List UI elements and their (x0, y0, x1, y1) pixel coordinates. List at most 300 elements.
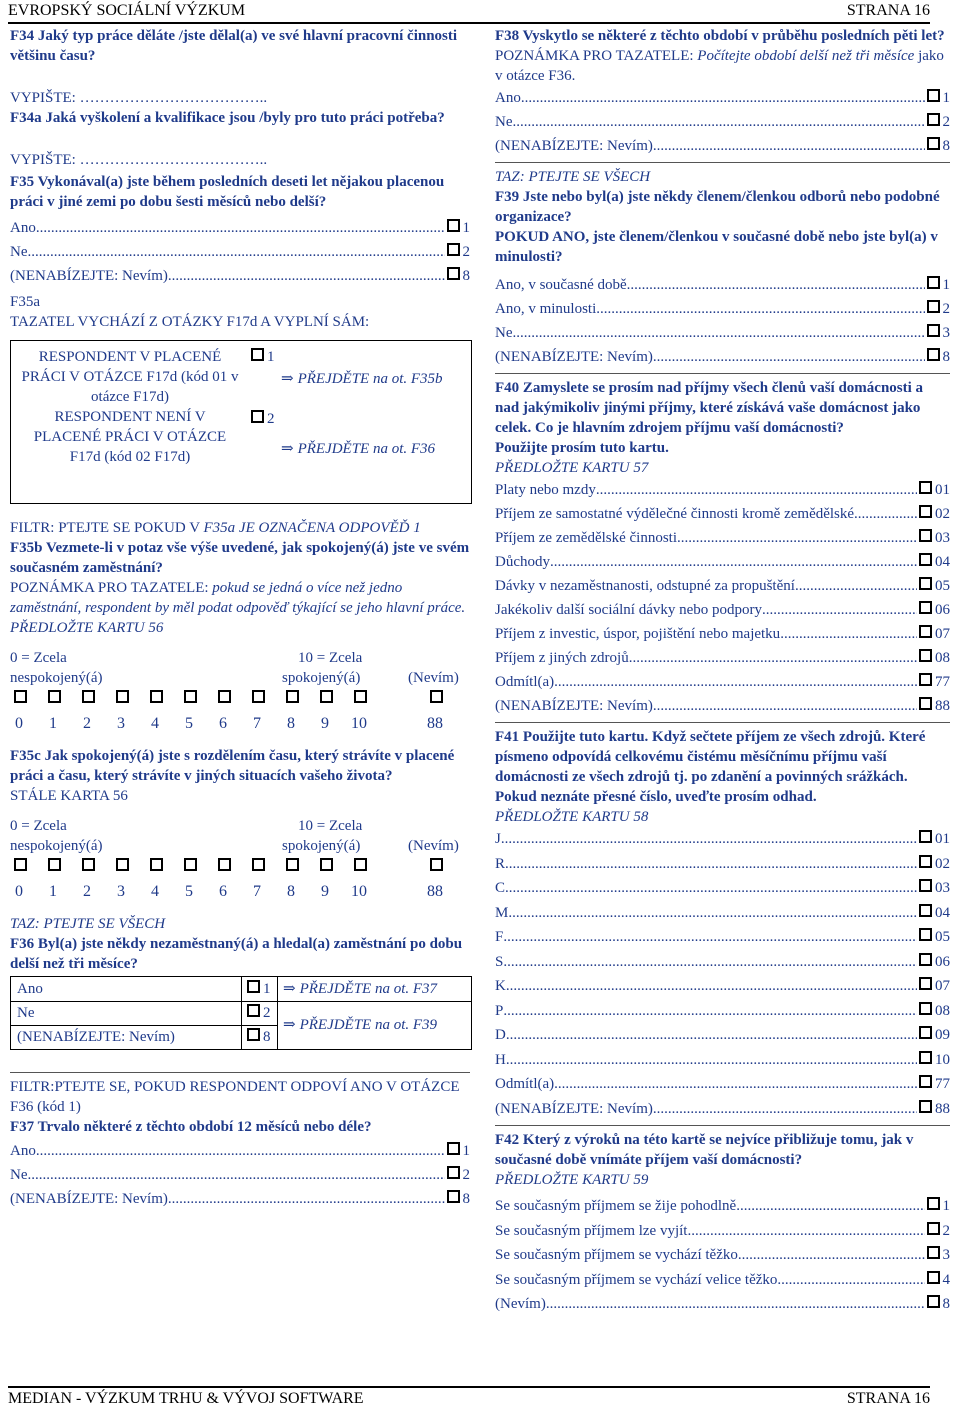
answer-label: Ano (10, 1143, 36, 1159)
answer-label: Ne (10, 1167, 28, 1183)
answer-code[interactable]: 06 (917, 598, 950, 622)
answer-option[interactable] (495, 925, 950, 950)
scale-dont-know-label: (Nevím) (408, 670, 459, 686)
scale-low-label-2: nespokojený(á) (10, 838, 103, 854)
scale-checkbox[interactable] (218, 858, 231, 871)
scale-number: 10 (351, 883, 367, 900)
answer-code[interactable]: 2 (925, 110, 951, 134)
card-f41: PŘEDLOŽTE KARTU 58 (495, 809, 649, 825)
answer-label: (NENABÍZEJTE: Nevím) (10, 268, 168, 284)
checkbox-icon (927, 276, 940, 289)
answer-option[interactable] (495, 598, 950, 622)
checkbox-icon (927, 348, 940, 361)
leader-dots (513, 321, 925, 345)
answer-option[interactable] (10, 1187, 470, 1211)
f35a-checkbox-2[interactable]: 2 (251, 409, 275, 429)
f36-table (10, 976, 472, 1050)
answer-code[interactable]: 10 (917, 1048, 950, 1073)
question-f36: F36 Byl(a) jste někdy nezaměstnaný(á) a hledal(a) zaměstnání po dobu delší než tři měsíce? (10, 936, 463, 972)
answer-code[interactable]: 8 (925, 1292, 951, 1317)
answer-option[interactable] (495, 574, 950, 598)
answer-label: Ano, v minulosti (495, 301, 597, 317)
answer-option[interactable] (495, 1194, 950, 1219)
answer-code[interactable]: 1 (925, 1194, 951, 1219)
leader-dots (795, 574, 917, 598)
leader-dots (513, 110, 925, 134)
question-f41: F41 Použijte tuto kartu. Když sečtete příjem ze všech zdrojů. Které písmeno odpovídá celkovému čistému měsíčnímu příjmu vaší domácnosti ze všech zdrojů tj. po zdanění a povinných srážkách. Pokud neznáte přesné číslo, uveďte prosím odhad. (495, 729, 926, 805)
answer-code[interactable]: 2 (925, 1219, 951, 1244)
answer-code[interactable]: 04 (917, 550, 950, 574)
answer-label: Se současným příjmem se žije pohodlně (495, 1198, 737, 1214)
checkbox-icon (447, 1166, 460, 1179)
answer-option[interactable] (495, 827, 950, 852)
card-f42: PŘEDLOŽTE KARTU 59 (495, 1172, 649, 1188)
leader-dots (505, 852, 917, 877)
scale-checkbox[interactable] (82, 858, 95, 871)
answer-code[interactable]: 8 (445, 264, 471, 288)
answer-label: K (495, 978, 506, 994)
f36-goto-f37: ⇒ PŘEJDĚTE na ot. F37 (283, 981, 438, 997)
options-f40 (495, 478, 950, 718)
scale-checkbox[interactable] (320, 858, 333, 871)
scale-checkbox[interactable] (354, 690, 367, 703)
options-f37 (10, 1139, 470, 1211)
arrow-right-icon: ⇒ (281, 371, 294, 387)
leader-dots (503, 999, 917, 1024)
card-f35c: STÁLE KARTA 56 (10, 788, 128, 804)
publisher: MEDIAN - VÝZKUM TRHU & VÝVOJ SOFTWARE (8, 1390, 364, 1407)
scale-checkbox[interactable] (150, 858, 163, 871)
answer-code[interactable]: 2 (445, 240, 471, 264)
answer-code[interactable]: 1 (925, 273, 951, 297)
answer-option[interactable] (495, 999, 950, 1024)
answer-option[interactable] (495, 670, 950, 694)
scale-checkbox[interactable] (14, 690, 27, 703)
page-footer (8, 1386, 930, 1410)
answer-option[interactable] (495, 273, 950, 297)
f35a-goto-1: ⇒ PŘEJDĚTE na ot. F35b (281, 371, 443, 387)
f35a-table (10, 340, 472, 504)
checkbox-icon (919, 577, 932, 590)
scale-dont-know-label: (Nevím) (408, 838, 459, 854)
checkbox-icon (447, 1142, 460, 1155)
checkbox-icon (251, 348, 264, 361)
answer-label: F (495, 929, 504, 945)
answer-code[interactable]: 1 (445, 1139, 471, 1163)
survey-title: EVROPSKÝ SOCIÁLNÍ VÝZKUM (8, 2, 246, 19)
checkbox-icon (919, 649, 932, 662)
answer-option[interactable] (495, 345, 950, 369)
answer-option[interactable] (495, 646, 950, 670)
answer-option[interactable] (495, 526, 950, 550)
scale-number: 88 (427, 715, 443, 732)
f36-answer-ne: Ne (17, 1005, 35, 1021)
options-f35 (10, 216, 470, 288)
answer-option[interactable] (495, 876, 950, 901)
checkbox-icon (919, 505, 932, 518)
scale-high-label: 10 = Zcela (298, 650, 363, 666)
scale-checkbox[interactable] (48, 690, 61, 703)
answer-label: Odmítl(a) (495, 674, 555, 690)
checkbox-icon (927, 1295, 940, 1308)
f36-answer-ano: Ano (17, 981, 43, 997)
answer-code[interactable]: 77 (917, 670, 950, 694)
f35a-row-employed: RESPONDENT V PLACENÉ PRÁCI V OTÁZCE F17d (kód 01 v otázce F17d) (21, 349, 239, 405)
f35a-label: F35a (10, 294, 40, 310)
leader-dots (521, 86, 925, 110)
leader-dots (554, 670, 917, 694)
answer-code[interactable]: 77 (917, 1072, 950, 1097)
right-column (495, 26, 950, 1317)
checkbox-icon (919, 529, 932, 542)
answer-label: C (495, 880, 506, 896)
answer-option[interactable] (495, 134, 950, 158)
write-in-f34a[interactable]: VYPIŠTE: ……………………………….. (10, 152, 268, 168)
answer-label: Jakékoliv další sociální dávky nebo podpory (495, 602, 763, 618)
question-f39: F39 Jste nebo byl(a) jste někdy členem/členkou odborů nebo podobné organizace? (495, 189, 940, 225)
checkbox-icon (927, 1271, 940, 1284)
answer-label: Příjem ze samostatné výdělečné činnosti kromě zemědělské (495, 506, 855, 522)
scale-high-label-2: spokojený(á) (282, 838, 361, 854)
scale-high-label-2: spokojený(á) (282, 670, 361, 686)
answer-label: M (495, 904, 509, 921)
leader-dots (653, 345, 925, 369)
options-f39 (495, 273, 950, 369)
checkbox-icon (247, 1028, 260, 1041)
checkbox-icon (919, 481, 932, 494)
answer-code[interactable]: 04 (917, 901, 950, 926)
scale-low-label-2: nespokojený(á) (10, 670, 103, 686)
scale-f35b (10, 648, 470, 732)
answer-option[interactable] (495, 110, 950, 134)
checkbox-icon (927, 137, 940, 150)
answer-code[interactable]: 01 (917, 478, 950, 502)
checkbox-icon (919, 928, 932, 941)
scale-f35c (10, 816, 470, 900)
answer-code[interactable]: 03 (917, 876, 950, 901)
answer-code[interactable]: 09 (917, 1023, 950, 1048)
f36-checkbox-1[interactable]: 1 (247, 979, 271, 999)
checkbox-icon (919, 625, 932, 638)
scale-checkbox[interactable] (252, 858, 265, 871)
checkbox-icon (919, 977, 932, 990)
scale-number: 4 (151, 715, 159, 732)
scale-checkbox[interactable] (286, 858, 299, 871)
checkbox-icon (927, 1246, 940, 1259)
scale-low-label: 0 = Zcela (10, 818, 67, 834)
answer-code[interactable]: 88 (917, 1097, 950, 1122)
answer-label: Se současným příjmem se vychází velice těžko (495, 1271, 778, 1288)
scale-number: 1 (49, 715, 57, 732)
answer-option[interactable] (495, 550, 950, 574)
answer-code[interactable]: 8 (445, 1187, 471, 1211)
scale-checkbox[interactable] (116, 858, 129, 871)
answer-code[interactable]: 2 (925, 297, 951, 321)
answer-option[interactable] (495, 694, 950, 718)
instruction-ask-all-2: TAZ: PTEJTE SE VŠECH (495, 169, 651, 185)
answer-option[interactable] (495, 478, 950, 502)
scale-high-label: 10 = Zcela (298, 818, 363, 834)
answer-code[interactable]: 2 (445, 1163, 471, 1187)
checkbox-icon (927, 324, 940, 337)
answer-option[interactable] (495, 1097, 950, 1122)
checkbox-icon (927, 1222, 940, 1235)
scale-number: 4 (151, 883, 159, 900)
answer-label: (NENABÍZEJTE: Nevím) (495, 349, 653, 365)
answer-label: Platy nebo mzdy (495, 482, 596, 498)
leader-dots (653, 694, 917, 718)
scale-number: 1 (49, 883, 57, 900)
scale-checkbox[interactable] (320, 690, 333, 703)
answer-label: Důchody (495, 554, 550, 570)
answer-option[interactable] (495, 852, 950, 877)
checkbox-icon (919, 553, 932, 566)
checkbox-icon (447, 243, 460, 256)
page-number-footer: STRANA 16 (846, 1390, 930, 1407)
scale-checkbox[interactable] (354, 858, 367, 871)
answer-code[interactable]: 03 (917, 526, 950, 550)
leader-dots (503, 925, 917, 950)
answer-code[interactable]: 08 (917, 646, 950, 670)
checkbox-icon (919, 855, 932, 868)
leader-dots (503, 950, 917, 975)
note-f38: POZNÁMKA PRO TAZATELE: Počítejte období delší než tři měsíce jako v otázce F36. (495, 48, 944, 84)
checkbox-icon (919, 830, 932, 843)
leader-dots (629, 646, 917, 670)
leader-dots (28, 240, 445, 264)
filter-f37: FILTR:PTEJTE SE, POKUD RESPONDENT ODPOVÍ ANO V OTÁZCE F36 (kód 1) (10, 1079, 460, 1115)
scale-checkbox[interactable] (252, 690, 265, 703)
scale-checkbox[interactable] (184, 690, 197, 703)
leader-dots (777, 1268, 924, 1293)
scale-number: 5 (185, 883, 193, 900)
answer-option[interactable] (10, 264, 470, 288)
answer-label: Dávky v nezaměstnanosti, odstupné za propuštění (495, 578, 795, 594)
scale-number: 88 (427, 883, 443, 900)
options-f38 (495, 86, 950, 158)
answer-option[interactable] (495, 1023, 950, 1048)
answer-code[interactable]: 05 (917, 574, 950, 598)
scale-number: 8 (287, 883, 295, 900)
scale-checkbox[interactable] (286, 690, 299, 703)
answer-option[interactable] (10, 1163, 470, 1187)
page-number: STRANA 16 (846, 2, 930, 19)
scale-checkbox[interactable] (116, 690, 129, 703)
leader-dots (506, 1023, 917, 1048)
answer-label: (NENABÍZEJTE: Nevím) (10, 1191, 168, 1207)
f36-checkbox-2[interactable]: 2 (247, 1003, 271, 1023)
checkbox-icon (927, 300, 940, 313)
leader-dots (36, 216, 445, 240)
answer-option[interactable] (495, 1292, 950, 1317)
checkbox-icon (919, 953, 932, 966)
answer-option[interactable] (495, 622, 950, 646)
answer-label: (NENABÍZEJTE: Nevím) (495, 698, 653, 714)
question-f40: F40 Zamyslete se prosím nad příjmy všech členů vaší domácnosti a nad jakýmikoliv jinými příjmy, které získává vaše domácnost jako celek. Co je hlavním zdrojem příjmu vaší domácnosti? (495, 380, 924, 436)
answer-label: (NENABÍZEJTE: Nevím) (495, 138, 653, 154)
leader-dots (546, 1292, 925, 1317)
scale-checkbox[interactable] (218, 690, 231, 703)
answer-option[interactable] (495, 1219, 950, 1244)
answer-code[interactable]: 07 (917, 622, 950, 646)
scale-number: 7 (253, 715, 261, 732)
checkbox-icon (919, 1051, 932, 1064)
note-f35b: POZNÁMKA PRO TAZATELE: pokud se jedná o více než jedno zaměstnání, respondent by měl podat odpověď týkající se jeho hlavní práce. (10, 580, 466, 616)
checkbox-icon (919, 601, 932, 614)
scale-number: 3 (117, 715, 125, 732)
leader-dots (168, 264, 445, 288)
leader-dots (736, 1194, 924, 1219)
scale-number: 9 (321, 715, 329, 732)
leader-dots (505, 876, 917, 901)
left-column (10, 26, 470, 1211)
answer-label: J (495, 831, 501, 847)
leader-dots (506, 1048, 917, 1073)
answer-code[interactable]: 08 (917, 999, 950, 1024)
answer-label: Ano (10, 220, 36, 236)
scale-checkbox[interactable] (430, 858, 443, 871)
answer-label: Odmítl(a) (495, 1076, 555, 1092)
answer-code[interactable]: 02 (917, 502, 950, 526)
answer-label: Se současným příjmem se vychází těžko (495, 1247, 738, 1263)
leader-dots (596, 297, 924, 321)
checkbox-icon (919, 1002, 932, 1015)
question-f38: F38 Vyskytlo se některé z těchto období v průběhu posledních pěti let? (495, 28, 945, 44)
question-f34a: F34a Jaká vyškolení a kvalifikace jsou /byly pro tuto práci potřeba? (10, 110, 445, 126)
checkbox-icon (447, 267, 460, 280)
leader-dots (554, 1072, 917, 1097)
answer-code[interactable]: 02 (917, 852, 950, 877)
scale-checkbox[interactable] (150, 690, 163, 703)
scale-number: 0 (15, 883, 23, 900)
scale-checkbox[interactable] (430, 690, 443, 703)
question-f40-instruction: Použijte prosím tuto kartu. (495, 440, 669, 456)
checkbox-icon (919, 1100, 932, 1113)
f36-answer-dk: (NENABÍZEJTE: Nevím) (17, 1029, 175, 1045)
scale-checkbox[interactable] (14, 858, 27, 871)
leader-dots (677, 526, 917, 550)
answer-option[interactable] (495, 321, 950, 345)
write-in-f34[interactable]: VYPIŠTE: ……………………………….. (10, 90, 268, 106)
answer-code[interactable]: 8 (925, 134, 951, 158)
instruction-ask-all: TAZ: PTEJTE SE VŠECH (10, 916, 166, 932)
question-f42: F42 Který z výroků na této kartě se nejvíce přibližuje tomu, jak v současné době vnímáte příjem vaší domácnosti? (495, 1132, 914, 1168)
checkbox-icon (247, 1004, 260, 1017)
answer-option[interactable] (10, 1139, 470, 1163)
question-f35c: F35c Jak spokojený(á) jste s rozdělením času, který strávíte v placené práci a času, který strávíte v jiných situacích vašeho života? (10, 748, 455, 784)
scale-number: 8 (287, 715, 295, 732)
checkbox-icon (927, 89, 940, 102)
answer-option[interactable] (495, 1048, 950, 1073)
f36-goto-f39: ⇒ PŘEJDĚTE na ot. F39 (283, 1017, 438, 1033)
f35a-row-not-employed: RESPONDENT NENÍ V PLACENÉ PRÁCI V OTÁZCE F17d (kód 02 F17d) (33, 409, 227, 465)
scale-checkbox[interactable] (48, 858, 61, 871)
answer-option[interactable] (495, 1072, 950, 1097)
checkbox-icon (251, 410, 264, 423)
scale-number: 3 (117, 883, 125, 900)
checkbox-icon (447, 1190, 460, 1203)
answer-option[interactable] (495, 86, 950, 110)
question-f35: F35 Vykonával(a) jste během posledních deseti let nějakou placenou práci v jiné zemi po dobu šesti měsíců nebo delší? (10, 174, 445, 210)
answer-label: P (495, 1002, 504, 1019)
answer-label: R (495, 855, 506, 872)
answer-option[interactable] (495, 1243, 950, 1268)
answer-code[interactable]: 1 (925, 86, 951, 110)
page-header (8, 0, 930, 24)
checkbox-icon (919, 904, 932, 917)
answer-label: S (495, 953, 504, 970)
f35a-checkbox-1[interactable]: 1 (251, 347, 275, 367)
leader-dots (687, 1219, 924, 1244)
checkbox-icon (927, 113, 940, 126)
answer-option[interactable] (495, 974, 950, 999)
leader-dots (653, 134, 925, 158)
answer-label: Příjem z investic, úspor, pojištění nebo majetku (495, 626, 781, 642)
answer-label: H (495, 1051, 506, 1068)
leader-dots (36, 1139, 445, 1163)
answer-option[interactable] (495, 950, 950, 975)
answer-code[interactable]: 01 (917, 827, 950, 852)
leader-dots (501, 827, 917, 852)
scale-checkbox[interactable] (82, 690, 95, 703)
question-f34: F34 Jaký typ práce děláte /jste dělal(a) ve své hlavní pracovní činnosti většinu času? (10, 28, 458, 64)
leader-dots (168, 1187, 445, 1211)
answer-option[interactable] (495, 901, 950, 926)
answer-code[interactable]: 3 (925, 321, 951, 345)
scale-low-label: 0 = Zcela (10, 650, 67, 666)
leader-dots (854, 502, 917, 526)
checkbox-icon (447, 219, 460, 232)
checkbox-icon (919, 1026, 932, 1039)
answer-option[interactable] (495, 297, 950, 321)
answer-code[interactable]: 06 (917, 950, 950, 975)
arrow-right-icon: ⇒ (283, 981, 296, 997)
answer-label: Ne (495, 114, 513, 130)
checkbox-icon (247, 980, 260, 993)
leader-dots (627, 273, 925, 297)
checkbox-icon (919, 1075, 932, 1088)
answer-code[interactable]: 4 (925, 1268, 951, 1293)
arrow-right-icon: ⇒ (283, 1017, 296, 1033)
answer-option[interactable] (10, 240, 470, 264)
answer-label: Ano (495, 90, 521, 106)
f36-checkbox-8[interactable]: 8 (247, 1027, 271, 1047)
answer-option[interactable] (10, 216, 470, 240)
answer-code[interactable]: 07 (917, 974, 950, 999)
scale-number: 5 (185, 715, 193, 732)
answer-label: Ne (495, 325, 513, 341)
leader-dots (653, 1097, 917, 1122)
scale-number: 6 (219, 883, 227, 900)
answer-option[interactable] (495, 502, 950, 526)
answer-code[interactable]: 88 (917, 694, 950, 718)
answer-code[interactable]: 3 (925, 1243, 951, 1268)
leader-dots (596, 478, 917, 502)
scale-number: 9 (321, 883, 329, 900)
answer-option[interactable] (495, 1268, 950, 1293)
options-f42 (495, 1194, 950, 1317)
leader-dots (738, 1243, 925, 1268)
answer-code[interactable]: 8 (925, 345, 951, 369)
answer-code[interactable]: 1 (445, 216, 471, 240)
question-f37: F37 Trvalo některé z těchto období 12 měsíců nebo déle? (10, 1119, 372, 1135)
card-f35b: PŘEDLOŽTE KARTU 56 (10, 620, 164, 636)
scale-checkbox[interactable] (184, 858, 197, 871)
scale-number: 10 (351, 715, 367, 732)
scale-number: 2 (83, 883, 91, 900)
scale-number: 0 (15, 715, 23, 732)
answer-code[interactable]: 05 (917, 925, 950, 950)
